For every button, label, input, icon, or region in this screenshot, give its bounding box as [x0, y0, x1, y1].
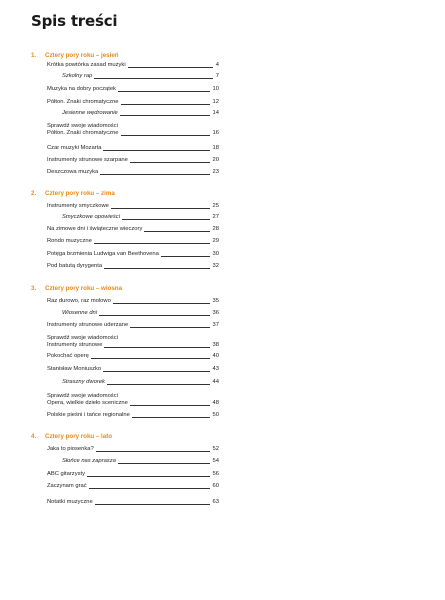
toc-entry-row [47, 86, 219, 93]
toc-entry[interactable] [47, 393, 219, 407]
toc-entry[interactable] [47, 366, 219, 373]
page-number: 12 [212, 99, 219, 105]
toc-entry-title: Czar muzyki Mozarta [47, 145, 102, 151]
toc-entry-title: Notatki muzyczne [47, 499, 93, 505]
page-number: 54 [212, 458, 219, 464]
toc-entry-title: Instrumenty strunowe uderzane [47, 322, 129, 328]
toc-entry-row [62, 310, 219, 317]
section-number: 3. [31, 285, 37, 292]
leader-line [144, 231, 209, 232]
toc-subentry[interactable] [62, 458, 219, 465]
leader-line [113, 303, 210, 304]
toc-entry-row [47, 322, 219, 329]
toc-entry-title: Instrumenty strunowe [47, 342, 103, 348]
section-title: Cztery pory roku – lato [45, 433, 113, 440]
toc-entry-title: Rondo muzyczne [47, 238, 92, 244]
toc-entry-row [47, 499, 219, 506]
leader-line [100, 174, 209, 175]
toc-entry[interactable] [47, 471, 219, 478]
page-number: 30 [212, 251, 219, 257]
section-title: Cztery pory roku – zima [45, 190, 115, 197]
toc-entry-row [47, 203, 219, 210]
leader-line [107, 384, 210, 385]
page-number: 43 [212, 366, 219, 372]
page-number: 35 [212, 298, 219, 304]
toc-entry[interactable] [47, 412, 219, 419]
toc-entry[interactable] [47, 145, 219, 152]
leader-line [130, 327, 209, 328]
toc-entry-row [62, 379, 219, 386]
toc-entry-title: Szkolny rap [62, 73, 93, 79]
leader-line [161, 256, 210, 257]
toc-entry-title: Półton. Znaki chromatyczne [47, 99, 119, 105]
section-number: 1. [31, 52, 37, 59]
leader-line [128, 67, 213, 68]
toc-entry-title: Jesienne wędrowanie [62, 110, 118, 116]
toc-entry-title: Straszny dworek [62, 379, 105, 385]
toc-entry-title: Słońce nas zaprasza [62, 458, 116, 464]
leader-line [130, 162, 210, 163]
toc-entry-title: Deszczowa muzyka [47, 169, 99, 175]
leader-line [122, 219, 210, 220]
toc-entry-row [47, 446, 219, 453]
leader-line [121, 135, 210, 136]
toc-entry-row [62, 214, 219, 221]
leader-line [120, 115, 210, 116]
toc-entry-title: Pokochać operę [47, 353, 89, 359]
page-number: 20 [212, 157, 219, 163]
toc-entry-title: Na zimowe dni i świąteczne wieczory [47, 226, 143, 232]
leader-line [121, 104, 210, 105]
page-number: 16 [212, 130, 219, 136]
toc-entry[interactable] [47, 298, 219, 305]
toc-entry-line1: Sprawdź swoje wiadomości [47, 123, 118, 129]
leader-line [132, 417, 210, 418]
leader-line [118, 463, 210, 464]
toc-entry-row [47, 130, 219, 137]
page-number: 52 [212, 446, 219, 452]
page-number: 40 [212, 353, 219, 359]
page-number: 48 [212, 400, 219, 406]
toc-entry[interactable] [47, 483, 219, 490]
page-number: 63 [212, 499, 219, 505]
leader-line [130, 405, 210, 406]
section-title: Cztery pory roku – wiosna [45, 285, 123, 292]
toc-entry-row [47, 400, 219, 407]
toc-entry[interactable] [47, 203, 219, 210]
toc-entry[interactable] [47, 263, 219, 270]
toc-entry-title: Półton. Znaki chromatyczne [47, 130, 119, 136]
toc-entry[interactable] [47, 169, 219, 176]
leader-line [104, 268, 209, 269]
page-number: 36 [212, 310, 219, 316]
page-number: 60 [212, 483, 219, 489]
toc-entry-row [47, 353, 219, 360]
page-number: 37 [212, 322, 219, 328]
page-number: 4 [215, 62, 219, 68]
toc-entry-row [47, 412, 219, 419]
toc-subentry[interactable] [62, 379, 219, 386]
toc-entry-title: Raz durowo, raz molowo [47, 298, 111, 304]
toc-entry[interactable] [47, 335, 219, 349]
leader-line [89, 488, 210, 489]
toc-entry-row [47, 366, 219, 373]
toc-entry-title: Jaka to piosenka? [47, 446, 94, 452]
toc-entry-title: Instrumenty smyczkowe [47, 203, 109, 209]
toc-entry-row [47, 62, 219, 69]
toc-entry-row [47, 169, 219, 176]
toc-entry-row [62, 110, 219, 117]
toc-entry-row [47, 471, 219, 478]
toc-entry-row [47, 298, 219, 305]
toc-entry[interactable] [47, 99, 219, 106]
toc-entry-row [47, 157, 219, 164]
toc-entry-row [47, 226, 219, 233]
toc-entry-line1: Sprawdź swoje wiadomości [47, 335, 118, 341]
toc-entry-row [47, 145, 219, 152]
page-number: 14 [212, 110, 219, 116]
leader-line [99, 315, 209, 316]
toc-entry-line1: Sprawdź swoje wiadomości [47, 393, 118, 399]
toc-entry[interactable] [47, 251, 219, 258]
page-number: 29 [212, 238, 219, 244]
leader-line [95, 504, 210, 505]
toc-entry-title: Zaczynam grać [47, 483, 87, 489]
page-number: 10 [212, 86, 219, 92]
toc-entry-row [62, 458, 219, 465]
leader-line [103, 150, 209, 151]
toc-entry-title: Opera, wielkie dzieło sceniczne [47, 400, 128, 406]
page-number: 28 [212, 226, 219, 232]
toc-entry-row [47, 263, 219, 270]
leader-line [103, 371, 209, 372]
toc-entry-title: Polskie pieśni i tańce regionalne [47, 412, 130, 418]
toc-entry[interactable] [47, 353, 219, 360]
toc-entry-title: Stanisław Moniuszko [47, 366, 102, 372]
page-number: 18 [212, 145, 219, 151]
toc-entry-title: Smyczkowe opowieści [62, 214, 120, 220]
toc-entry[interactable] [47, 238, 219, 245]
toc-entry[interactable] [47, 499, 219, 506]
toc-subentry[interactable] [62, 110, 219, 117]
page-number: 32 [212, 263, 219, 269]
page-number: 44 [212, 379, 219, 385]
leader-line [91, 358, 210, 359]
toc-entry-row [47, 251, 219, 258]
toc-entry[interactable] [47, 157, 219, 164]
leader-line [94, 78, 212, 79]
toc-entry-title: Instrumenty strunowe szarpane [47, 157, 128, 163]
toc-entry-title: ABC gitarzysty [47, 471, 86, 477]
toc-entry[interactable] [47, 62, 219, 69]
toc-entry[interactable] [47, 123, 219, 137]
toc-entry-title: Muzyka na dobry początek [47, 86, 116, 92]
page-number: 27 [212, 214, 219, 220]
toc-entry[interactable] [47, 322, 219, 329]
toc-entry[interactable] [47, 86, 219, 93]
page-number: 50 [212, 412, 219, 418]
toc-entry-title: Wiosenne dni [62, 310, 98, 316]
toc-entry[interactable] [47, 226, 219, 233]
page-number: 25 [212, 203, 219, 209]
leader-line [118, 91, 210, 92]
toc-subentry[interactable] [62, 73, 219, 80]
toc-entry-title: Krótka powtórka zasad muzyki [47, 62, 126, 68]
toc-entry-row [62, 73, 219, 80]
toc-entry-title: Pod batutą dyrygenta [47, 263, 103, 269]
leader-line [104, 347, 209, 348]
toc-subentry[interactable] [62, 310, 219, 317]
page-number: 7 [215, 73, 219, 79]
leader-line [87, 476, 210, 477]
section-number: 2. [31, 190, 37, 197]
toc-entry[interactable] [47, 446, 219, 453]
page-title: Spis treści [31, 12, 118, 30]
leader-line [111, 208, 210, 209]
leader-line [94, 243, 210, 244]
page-number: 23 [212, 169, 219, 175]
section-title: Cztery pory roku – jesień [45, 52, 119, 59]
toc-entry-title: Potęga brzmienia Ludwiga van Beethovena [47, 251, 159, 257]
toc-entry-row [47, 99, 219, 106]
toc-entry-row [47, 483, 219, 490]
section-number: 4. [31, 433, 37, 440]
toc-subentry[interactable] [62, 214, 219, 221]
leader-line [96, 451, 210, 452]
page-number: 38 [212, 342, 219, 348]
toc-entry-row [47, 342, 219, 349]
toc-entry-row [47, 238, 219, 245]
page-number: 56 [212, 471, 219, 477]
